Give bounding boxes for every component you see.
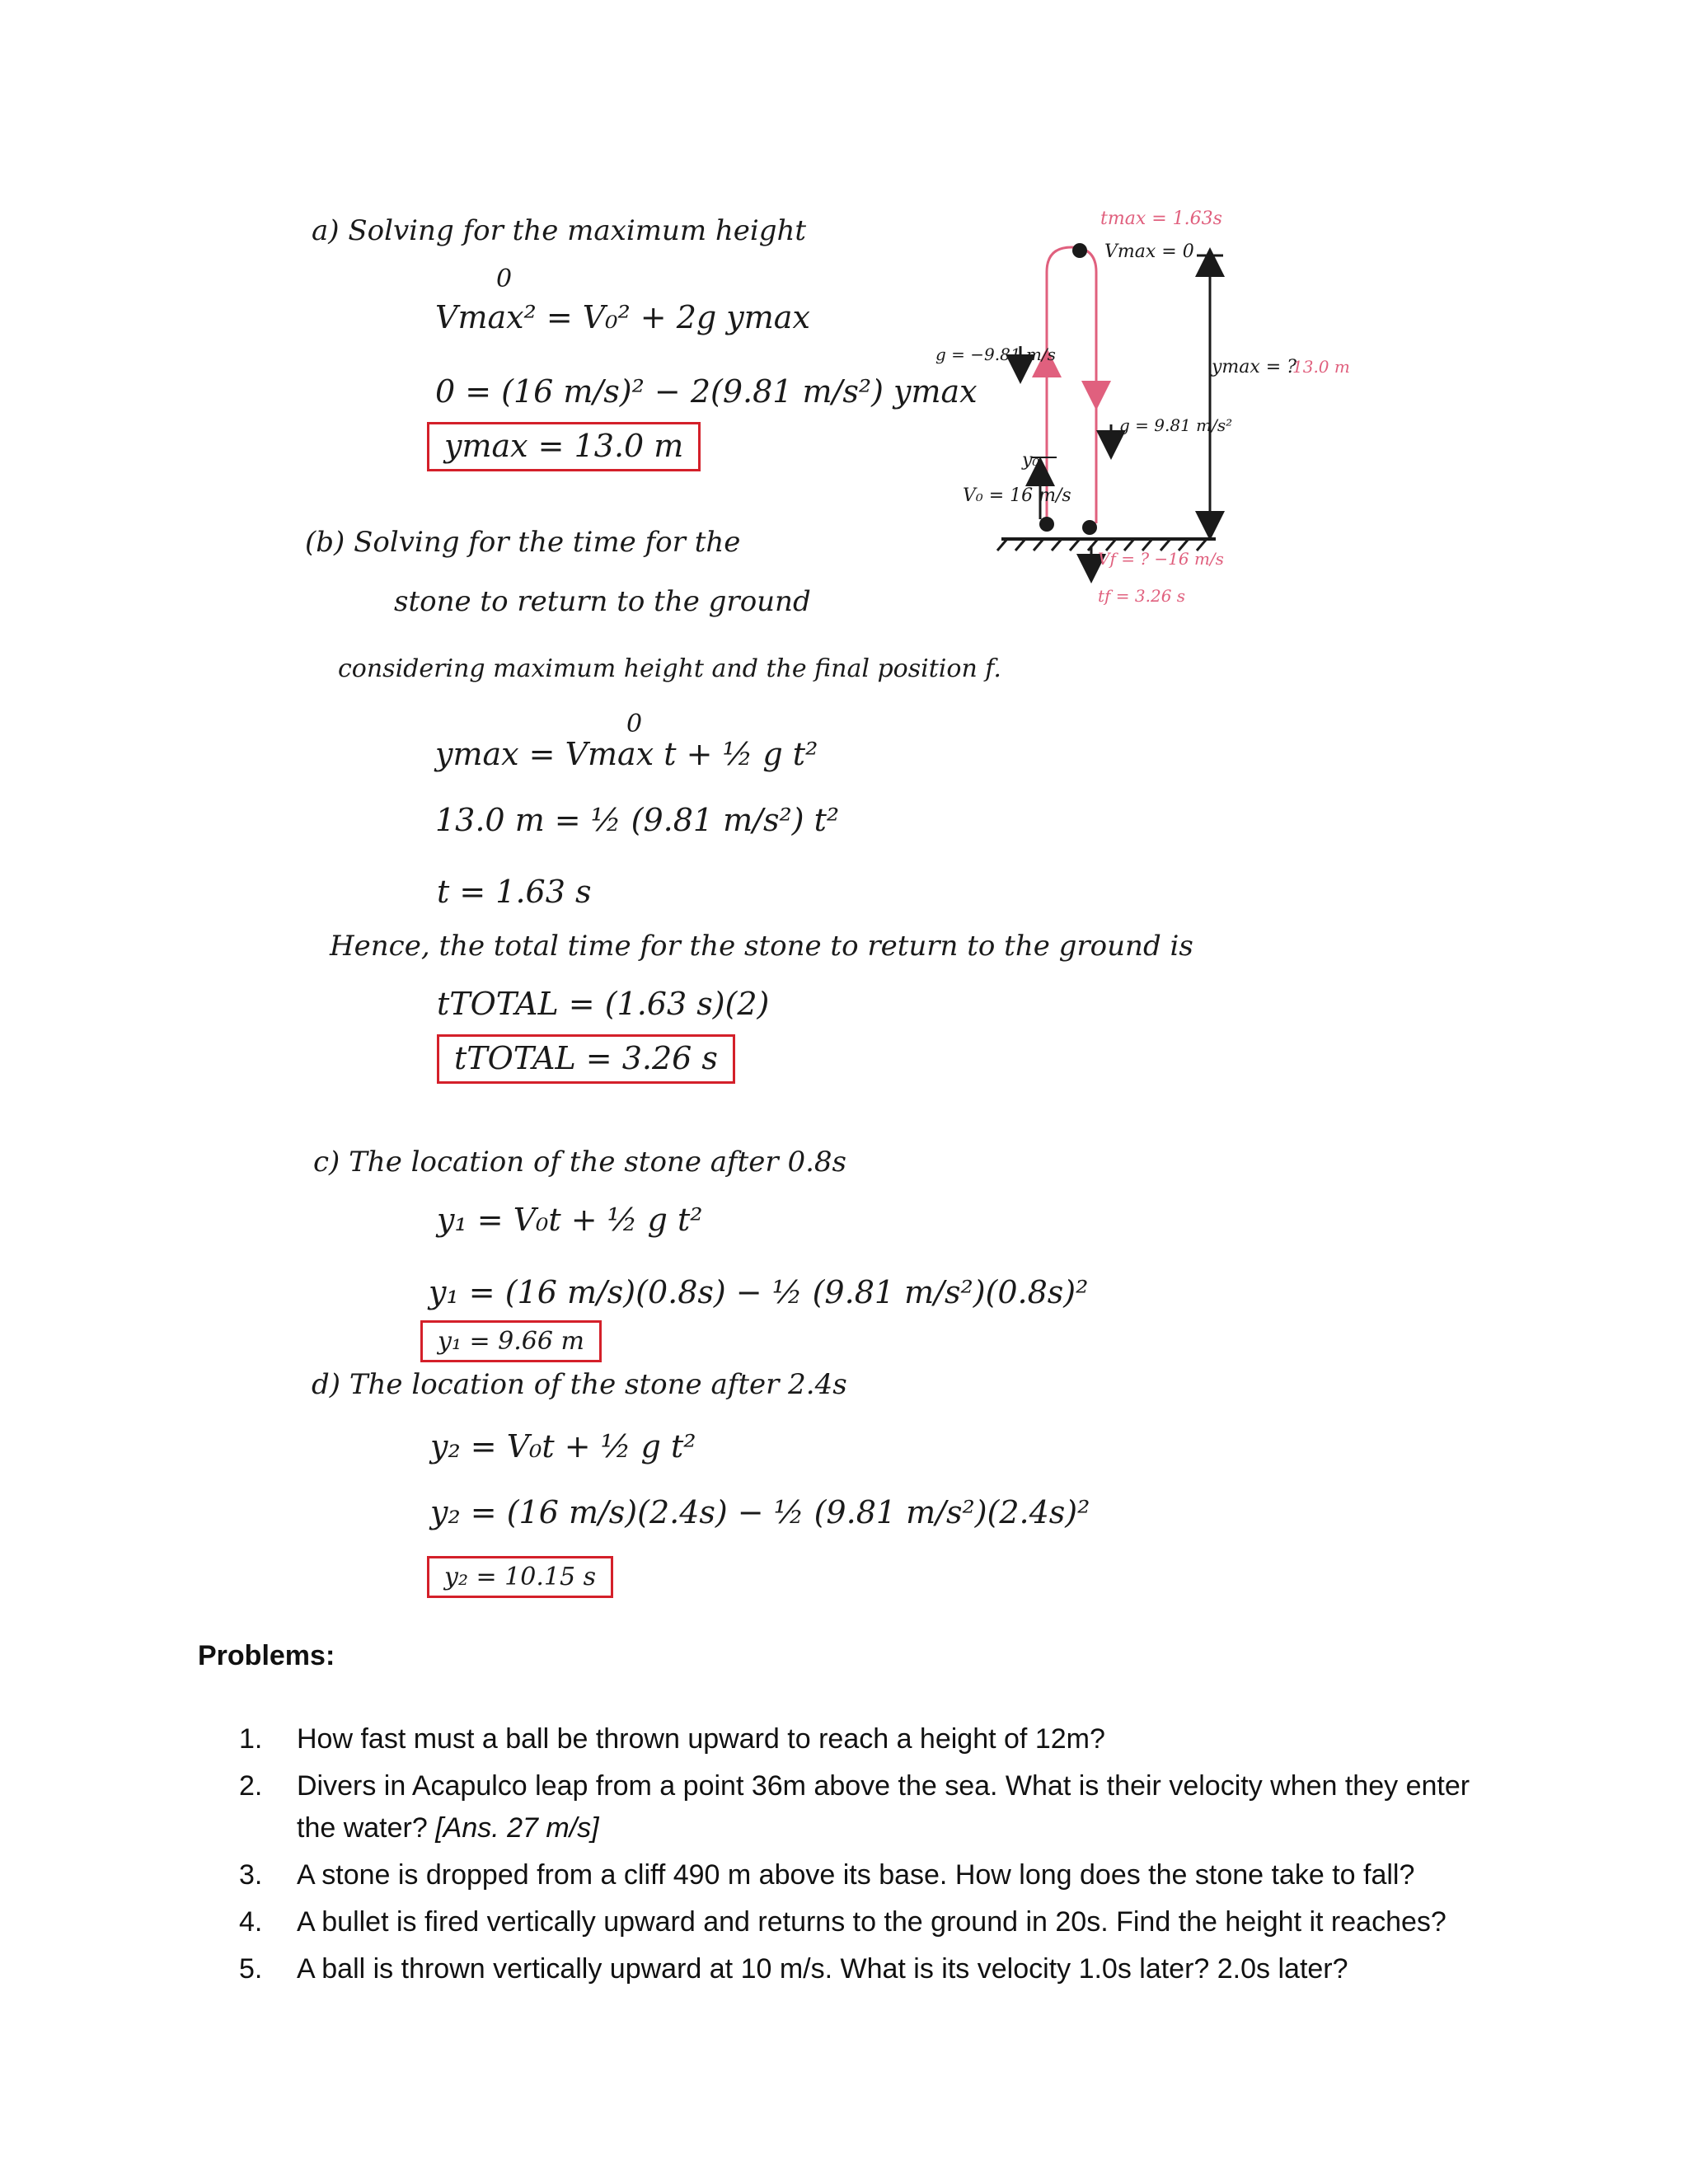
part-b-eq2: 13.0 m = ½ (9.81 m/s²) t² [435, 802, 840, 838]
part-b-hence: Hence, the total time for the stone to return to the ground is [330, 930, 1193, 963]
diagram-tmax-label: tmax = 1.63s [1100, 209, 1222, 229]
part-a-eq2: 0 = (16 m/s)² − 2(9.81 m/s²) ymax [435, 373, 978, 410]
part-d-heading: d) The location of the stone after 2.4s [312, 1368, 847, 1401]
part-b-heading-line2: stone to return to the ground [394, 585, 811, 618]
part-c-eq2: y₁ = (16 m/s)(0.8s) − ½ (9.81 m/s²)(0.8s)² [429, 1274, 1089, 1310]
part-d-eq1: y₂ = V₀t + ½ g t² [430, 1428, 696, 1465]
diagram-ymax-value: 13.0 m [1292, 357, 1350, 377]
part-d-eq2: y₂ = (16 m/s)(2.4s) − ½ (9.81 m/s²)(2.4s)² [430, 1494, 1090, 1530]
diagram-g-up-label: g = −9.81 m/s [935, 344, 1056, 364]
part-b-heading-line1: (b) Solving for the time for the [305, 526, 741, 559]
problem-number: 5. [239, 1953, 263, 1985]
ball-launch [1039, 517, 1054, 532]
problem-text: A ball is thrown vertically upward at 10 m/s. What is its velocity 1.0s later? 2.0s later? [297, 1953, 1348, 1985]
trajectory-path [1047, 247, 1096, 523]
part-c-answer: y₁ = 9.66 m [420, 1320, 602, 1362]
problem-number: 3. [239, 1859, 263, 1891]
problem-text: A bullet is fired vertically upward and returns to the ground in 20s. Find the height it reaches? [297, 1906, 1447, 1938]
part-b-context: considering maximum height and the final position f. [338, 654, 1001, 683]
part-d-answer: y₂ = 10.15 s [427, 1556, 613, 1598]
problem-item [239, 1765, 1475, 1849]
diagram-y0-label: y₀ [1022, 450, 1040, 471]
part-c-heading: c) The location of the stone after 0.8s [313, 1146, 846, 1179]
problem-number: 2. [239, 1770, 263, 1802]
part-a-eq1: Vmax² = V₀² + 2g ymax [435, 299, 810, 335]
problem-number: 4. [239, 1906, 263, 1938]
part-b-result: t = 1.63 s [437, 874, 592, 910]
problem-number: 1. [239, 1723, 263, 1755]
diagram-v0-label: V₀ = 16 m/s [963, 485, 1071, 506]
ball-top [1072, 243, 1087, 258]
problem-item [239, 1854, 1475, 1896]
problems-heading: Problems: [198, 1640, 335, 1671]
problem-text: Divers in Acapulco leap from a point 36m above the sea. What is their velocity when they enter the water? [297, 1770, 1470, 1844]
problem-text: A stone is dropped from a cliff 490 m above its base. How long does the stone take to fall? [297, 1859, 1415, 1891]
diagram-vf-label: Vf = ? −16 m/s [1098, 549, 1224, 569]
part-b-eq3: tTOTAL = (1.63 s)(2) [437, 986, 770, 1022]
diagram-ymax-label: ymax = ? [1212, 357, 1297, 377]
part-b-answer: tTOTAL = 3.26 s [437, 1034, 735, 1084]
problem-answer: [Ans. 27 m/s] [435, 1812, 599, 1844]
problem-text: How fast must a ball be thrown upward to reach a height of 12m? [297, 1723, 1105, 1755]
problem-item [239, 1948, 1475, 1990]
part-b-eq1: ymax = Vmax t + ½ g t² [435, 736, 818, 772]
diagram-tf-label: tf = 3.26 s [1098, 586, 1186, 606]
part-b-eq1-zero: 0 [626, 710, 643, 738]
ball-land [1082, 520, 1097, 535]
problem-list [239, 1718, 1475, 1995]
part-a-heading: a) Solving for the maximum height [312, 214, 807, 247]
part-a-answer: ymax = 13.0 m [427, 422, 701, 471]
part-a-eq1-zero: 0 [496, 265, 513, 293]
diagram-vmax-label: Vmax = 0 [1104, 241, 1194, 262]
part-c-eq1: y₁ = V₀t + ½ g t² [437, 1202, 703, 1238]
diagram-g-down-label: g = 9.81 m/s² [1119, 415, 1233, 435]
problem-item [239, 1901, 1475, 1943]
problem-item [239, 1718, 1475, 1760]
